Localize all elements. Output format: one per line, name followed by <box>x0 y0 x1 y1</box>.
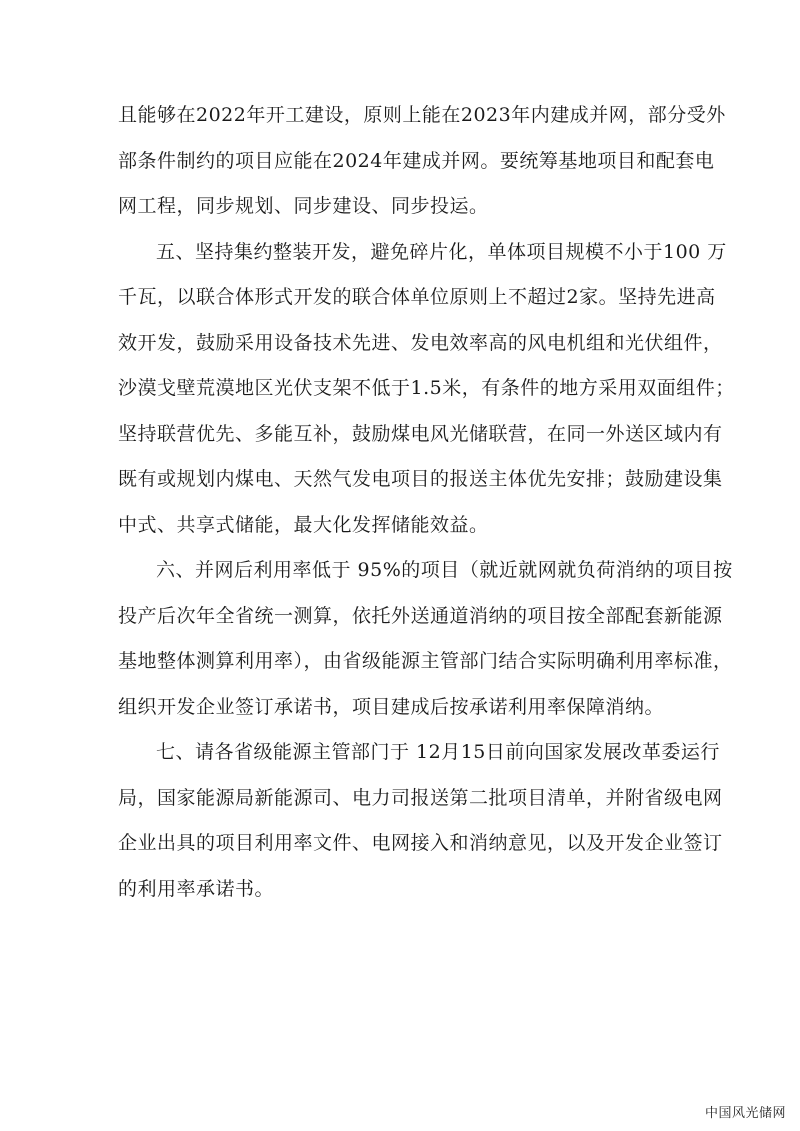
text-line: 七、请各省级能源主管部门于 12月15日前向国家发展改革委运行 <box>156 741 720 763</box>
paragraph-6 <box>118 555 733 723</box>
text-line: 中式、共享式储能，最大化发挥储能效益。 <box>118 513 489 536</box>
text-line: 效开发，鼓励采用设备技术先进、发电效率高的风电机组和光伏组件， <box>118 331 723 354</box>
paragraph-1 <box>118 100 726 222</box>
paragraph-5 <box>118 237 735 541</box>
text-line: 投产后次年全省统一测算，依托外送通道消纳的项目按全部配套新能源 <box>118 604 723 627</box>
text-line: 企业出具的项目利用率文件、电网接入和消纳意见，以及开发企业签订 <box>118 832 723 854</box>
text-line: 基地整体测算利用率），由省级能源主管部门结合实际明确利用率标准， <box>118 650 733 672</box>
text-line: 既有或规划内煤电、天然气发电项目的报送主体优先安排；鼓励建设集 <box>118 468 723 490</box>
text-line: 局，国家能源局新能源司、电力司报送第二批项目清单，并附省级电网 <box>118 786 723 809</box>
document-body <box>118 100 735 919</box>
site-watermark: 中国风光储网 <box>704 1106 786 1121</box>
text-line: 网工程，同步规划、同步建设、同步投运。 <box>118 195 489 217</box>
text-line: 组织开发企业签订承诺书，项目建成后按承诺利用率保障消纳。 <box>118 695 665 718</box>
text-line: 六、并网后利用率低于 95%的项目（就近就网就负荷消纳的项目按 <box>156 559 733 581</box>
text-line: 部条件制约的项目应能在2024年建成并网。要统筹基地项目和配套电 <box>118 149 715 172</box>
text-line: 的利用率承诺书。 <box>118 877 275 900</box>
text-line: 沙漠戈壁荒漠地区光伏支架不低于1.5米，有条件的地方采用双面组件； <box>118 377 735 399</box>
paragraph-7 <box>118 737 723 905</box>
text-line: 千瓦，以联合体形式开发的联合体单位原则上不超过2家。坚持先进高 <box>118 286 716 308</box>
text-line: 五、坚持集约整装开发，避免碎片化，单体项目规模不小于100 万 <box>156 240 727 263</box>
text-line: 坚持联营优先、多能互补，鼓励煤电风光储联营，在同一外送区域内有 <box>118 422 723 445</box>
text-line: 且能够在2022年开工建设，原则上能在2023年内建成并网，部分受外 <box>118 104 726 126</box>
